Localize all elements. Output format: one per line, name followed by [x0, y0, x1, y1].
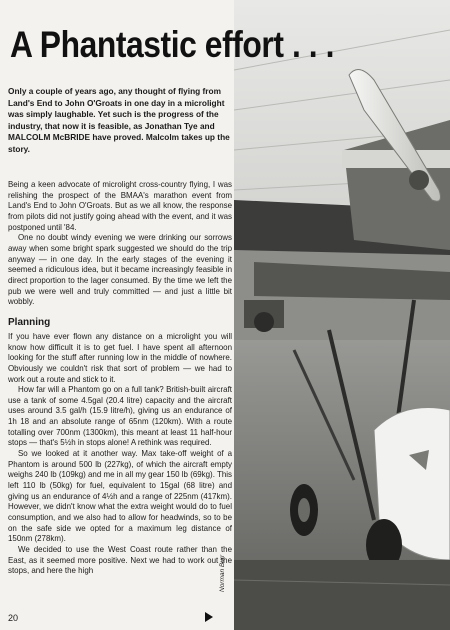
headline: A Phantastic effort . . .: [10, 24, 335, 65]
standfirst: Only a couple of years ago, any thought of flying from Land's End to John O'Groats in one day in a microlight was simply laughable. Yet such is the progress of the industry, that now it is feasible, as Jonathan Tye and MALCOLM McBRIDE have proved. Malcolm takes up the story.: [8, 86, 230, 154]
continue-arrow-icon: [205, 612, 213, 622]
body-paragraph: We decided to use the West Coast route rather than the East, as it seemed more positive. Next we had to work out the stops, and here the high: [8, 545, 232, 576]
body-paragraph: So we looked at it another way. Max take-off weight of a Phantom is around 500 lb (227kg), of which the aircraft empty weighs 240 lb (109kg) and me in all my gear 150 lb (69kg). This left 110 lb (50kg) for fuel, equivalent to 15gal (68 litre) and giving us an endurance of 4½h and a range of 225nm (417km). However, we didn't know what the extra weight would do to fuel consumption, and we also had to allow for headwinds, so to be on the safe side we opted for a maximum leg distance of 150nm (278km).: [8, 449, 232, 544]
section-heading: Planning: [8, 316, 51, 328]
body-paragraph: If you have ever flown any distance on a microlight you will know how difficult it is to get fuel. I have spent all afternoon looking for the stuff after running low in the middle of nowhere. Obviously we couldn't risk that sort of problem — we had to work out a route and stick to it.: [8, 331, 232, 384]
body-paragraph: How far will a Phantom go on a full tank? British-built aircraft use a tank of some 4.5gal (20.4 litre) capacity and the aircraft uses around 3.5 gal/h (15.9 litre/h), giving us an endurance of 1h 18 and an absolute range of 65nm (120km). With a route totalling over 700nm (1300km), this meant at least 11 half-hour stops — that's 5½h in stops alone! A rethink was required.: [8, 385, 232, 448]
photo-credit: Norman Burr: [219, 554, 226, 592]
body-paragraph: One no doubt windy evening we were drinking our sorrows away when some bright spark suggested we should do the trip anyway — in one day. In the early stages of the evening it seemed a ridiculous idea, but it became increasingly feasible in direct proportion to the lager consumed. By the time we left the pub we were well and truly committed — and just a little bit wobbly.: [8, 233, 232, 307]
article-body: [8, 180, 232, 577]
page-number: 20: [8, 613, 19, 623]
microlight-photo: [234, 0, 450, 630]
body-paragraph: Being a keen advocate of microlight cross-country flying, I was relishing the prospect of the BMAA's marathon event from Land's End to John O'Groats. But as we all know, the response from pilots did not justify going ahead with the event, and it was postponed until '84.: [8, 180, 232, 232]
